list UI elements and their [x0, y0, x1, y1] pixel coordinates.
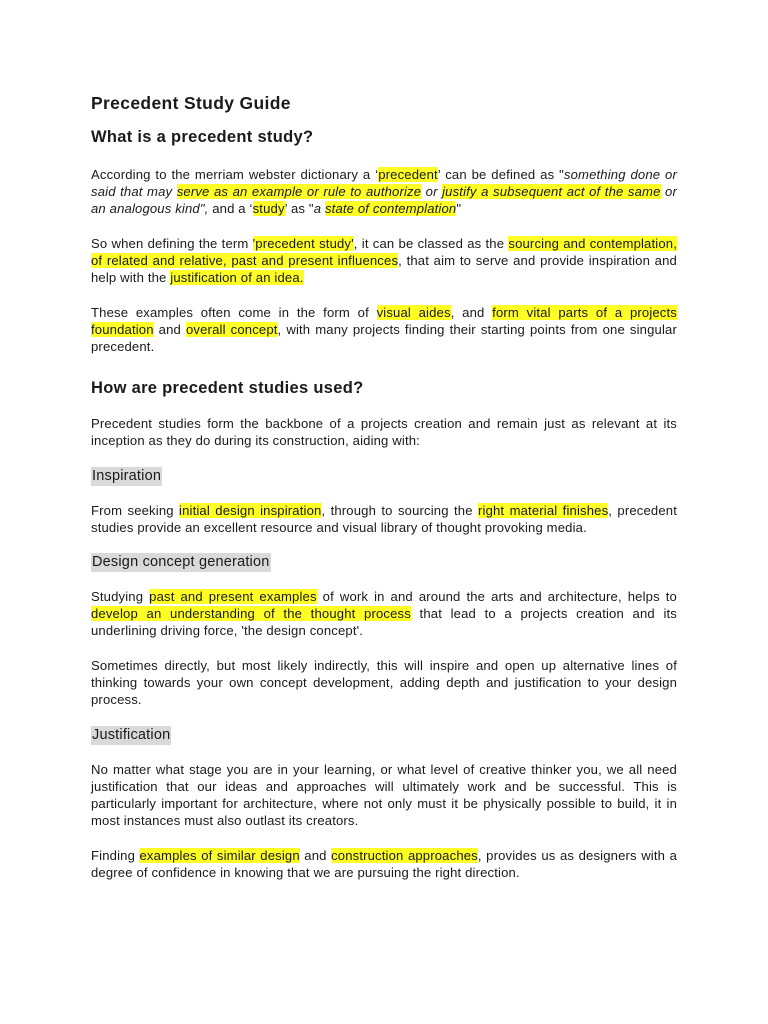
highlight-construction-approaches: construction approaches: [331, 848, 478, 863]
text-run: ’ as ": [284, 201, 314, 216]
text-run: ": [456, 201, 462, 216]
highlight-overall-concept: overall concept: [186, 322, 278, 337]
text-run: and: [299, 848, 332, 863]
highlight-visual-aides: visual aides: [376, 305, 451, 320]
text-run: Finding: [91, 848, 140, 863]
highlight-precedent-study: 'precedent study': [252, 236, 354, 251]
highlight-past-and-present: past and present examples: [149, 589, 317, 604]
italic-run: or: [421, 184, 443, 199]
section-heading-how-used: How are precedent studies used?: [91, 379, 364, 397]
highlight-sourcing: sourcing and contemplation, of related and relative, past and present influences: [91, 236, 677, 268]
subheading-justification: Justification: [92, 727, 171, 743]
paragraph-examples: [91, 304, 677, 355]
subheading-wrapper: [91, 467, 677, 486]
text-run: and a ‘: [208, 201, 253, 216]
section-heading-what-is: What is a precedent study?: [91, 128, 314, 146]
subheading-design-concept: Design concept generation: [92, 554, 270, 570]
highlight-justify-subsequent: justify a subsequent act of the same: [442, 184, 661, 199]
paragraph-definition: [91, 166, 677, 217]
paragraph-no-matter: No matter what stage you are in your learning, or what level of creative thinker you, we all need justification that our ideas and approaches will ultimately work and be successful. This is particularly important for architecture, where not only must it be physically possible to build, it in most instances must also outlast its creators.: [91, 762, 677, 828]
text-run: , it can be classed as the: [353, 236, 509, 251]
highlight-initial-design-inspiration: initial design inspiration: [179, 503, 322, 518]
text-run: , and: [450, 305, 493, 320]
text-run: , provides us as designers with a degree of confidence in knowing that we are pursuing the right direction.: [91, 848, 678, 880]
text-run: Studying: [91, 589, 150, 604]
highlight-develop-understanding: develop an understanding of the thought process: [91, 606, 411, 621]
italic-run: a: [313, 201, 325, 216]
paragraph-studying: [91, 588, 677, 639]
highlight-state-of-contemplation: state of contemplation: [324, 201, 457, 216]
highlight-examples-similar-design: examples of similar design: [139, 848, 300, 863]
document-page: [91, 92, 677, 881]
subheading-inspiration: Inspiration: [92, 468, 162, 484]
text-run: and: [153, 322, 186, 337]
text-run: These examples often come in the form of: [91, 305, 377, 320]
subheading-wrapper: [91, 726, 677, 745]
paragraph-sometimes: Sometimes directly, but most likely indirectly, this will inspire and open up alternative lines of thinking towards your own concept development, adding depth and justification to your design process.: [91, 658, 677, 707]
text-run: , that aim to serve and provide inspiration and help with the: [91, 253, 677, 285]
paragraph-inspiration: [91, 502, 677, 536]
text-run: ’ can be defined as ": [437, 167, 564, 182]
text-run: According to the merriam webster dictionary a ‘: [91, 167, 379, 182]
italic-run: something done or said that may: [91, 167, 677, 199]
highlight-study: study: [252, 201, 285, 216]
paragraph-finding: [91, 847, 677, 881]
highlight-justification-of-idea: justification of an idea.: [170, 270, 304, 285]
highlight-serve-as-example: serve as an example or rule to authorize: [176, 184, 422, 199]
text-run: that lead to a projects creation and its underlining driving force, 'the design concept'.: [91, 606, 677, 638]
highlight-precedent: precedent: [378, 167, 438, 182]
subheading-wrapper: [91, 553, 677, 572]
text-run: of work in and around the arts and architecture, helps to: [316, 589, 677, 604]
highlight-right-material-finishes: right material finishes: [478, 503, 609, 518]
text-run: , with many projects finding their starting points from one singular precedent.: [91, 322, 677, 354]
document-title: Precedent Study Guide: [91, 93, 291, 113]
italic-run: or an analogous kind",: [91, 184, 677, 216]
paragraph-backbone: Precedent studies form the backbone of a projects creation and remain just as relevant at its inception as they do during its construction, aiding with:: [91, 416, 677, 448]
text-run: , precedent studies provide an excellent resource and visual library of thought provoking media.: [91, 503, 678, 535]
text-run: So when defining the term: [91, 236, 253, 251]
paragraph-precedent-study: [91, 235, 677, 286]
highlight-form-vital-parts: form vital parts of a projects foundation: [91, 305, 677, 337]
text-run: From seeking: [91, 503, 180, 518]
text-run: , through to sourcing the: [321, 503, 478, 518]
